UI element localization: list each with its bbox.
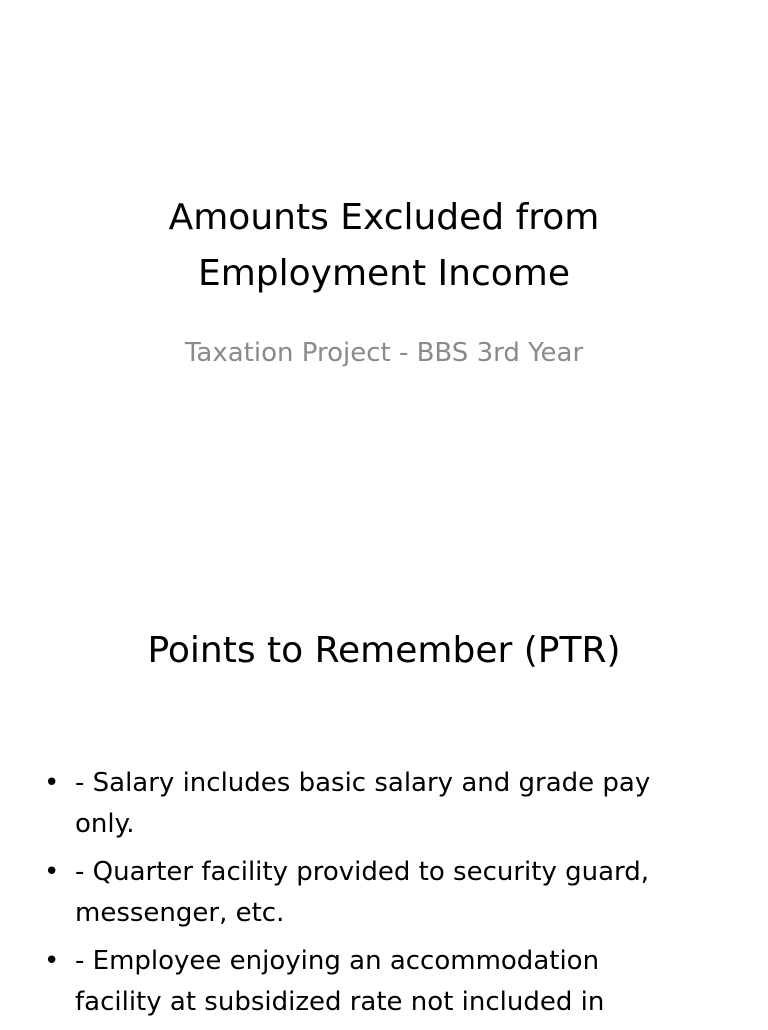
bullet-dot-icon: • [44, 857, 60, 887]
content-slide-title: Points to Remember (PTR) [147, 630, 621, 671]
bullet-text-line: - Quarter facility provided to security guard, [75, 857, 650, 887]
bullet-item [0, 763, 768, 845]
bullet-dot-icon: • [44, 768, 60, 798]
bullet-list [0, 763, 768, 1030]
bullet-text-line: messenger, etc. [75, 898, 285, 928]
slide-title-line-1: Amounts Excluded from [168, 197, 600, 238]
content-slide [0, 576, 768, 1024]
bullet-text-line: - Employee enjoying an accommodation [75, 946, 600, 976]
bullet-item [0, 941, 768, 1023]
bullet-text-line: facility at subsidized rate not included in [75, 987, 605, 1017]
bullet-dot-icon: • [44, 946, 60, 976]
slide-title-line-2: Employment Income [197, 253, 571, 294]
bullet-text-line: - Salary includes basic salary and grade pay [75, 768, 651, 798]
bullet-text-line: only. [75, 809, 135, 839]
slide-title [0, 190, 768, 302]
slide-subtitle: Taxation Project - BBS 3rd Year [184, 338, 584, 368]
bullet-item [0, 852, 768, 934]
